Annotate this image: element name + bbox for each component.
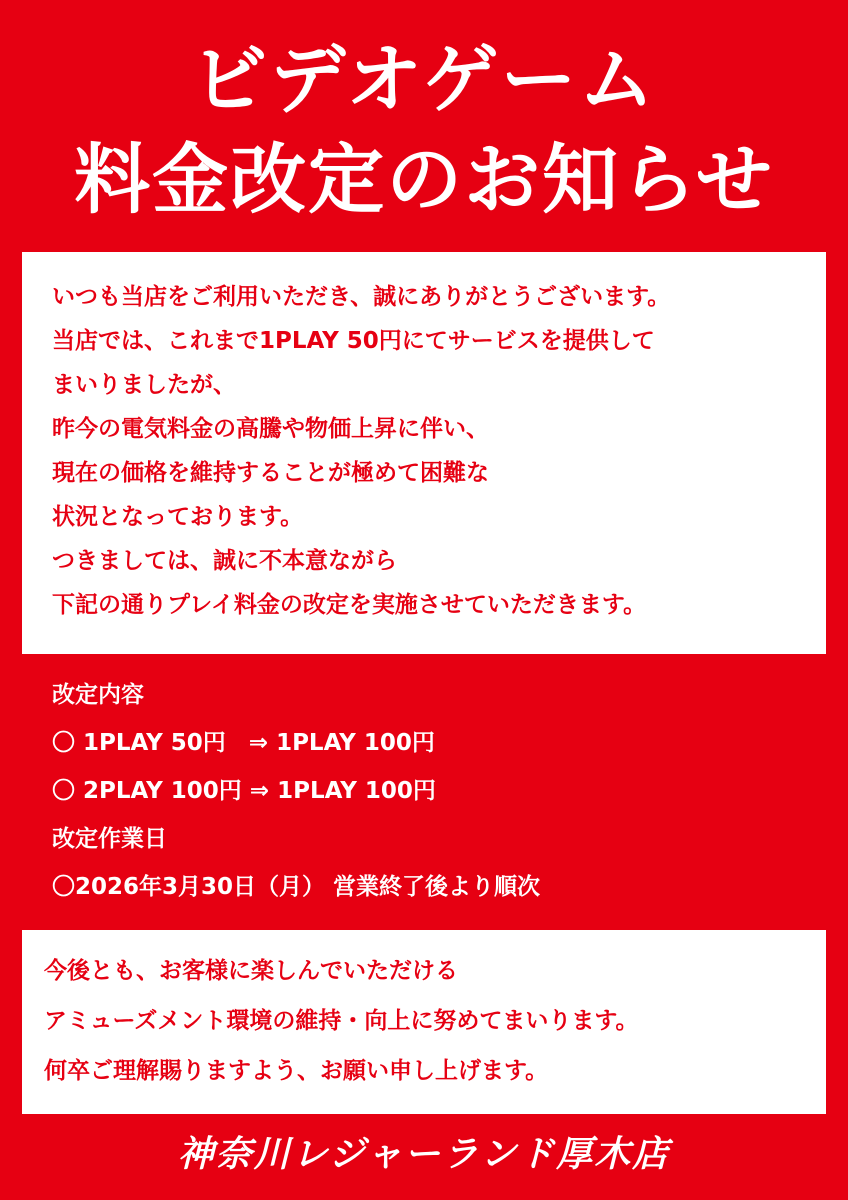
store-name: 神奈川レジャーランド厚木店 [177, 1134, 671, 1175]
intro-panel [22, 252, 826, 654]
revision-item: 〇 1PLAY 50円 ⇒ 1PLAY 100円 [52, 730, 435, 756]
intro-line: 状況となっております。 [52, 504, 304, 530]
revision-item: 〇 2PLAY 100円 ⇒ 1PLAY 100円 [52, 778, 436, 804]
revision-content-heading: 改定内容 [52, 682, 144, 708]
intro-line: つきましては、誠に不本意ながら [52, 548, 397, 574]
intro-line: 現在の価格を維持することが極めて困難な [52, 460, 489, 486]
page-subtitle: 料金改定のお知らせ [74, 135, 774, 224]
revision-date: 〇2026年3月30日（月） 営業終了後より順次 [52, 874, 541, 900]
closing-line: アミューズメント環境の維持・向上に努めてまいります。 [44, 1008, 639, 1034]
closing-line: 何卒ご理解賜りますよう、お願い申し上げます。 [44, 1058, 549, 1084]
intro-line: 昨今の電気料金の高騰や物価上昇に伴い、 [52, 416, 489, 442]
page-title: ビデオゲーム [191, 35, 657, 124]
revision-date-heading: 改定作業日 [52, 826, 167, 852]
intro-line: まいりましたが、 [52, 372, 236, 398]
intro-line: 下記の通りプレイ料金の改定を実施させていただきます。 [52, 592, 647, 618]
closing-panel [22, 930, 826, 1114]
closing-line: 今後とも、お客様に楽しんでいただける [44, 958, 458, 984]
intro-line: いつも当店をご利用いただき、誠にありがとうございます。 [52, 284, 671, 310]
intro-line: 当店では、これまで1PLAY 50円にてサービスを提供して [52, 328, 655, 354]
